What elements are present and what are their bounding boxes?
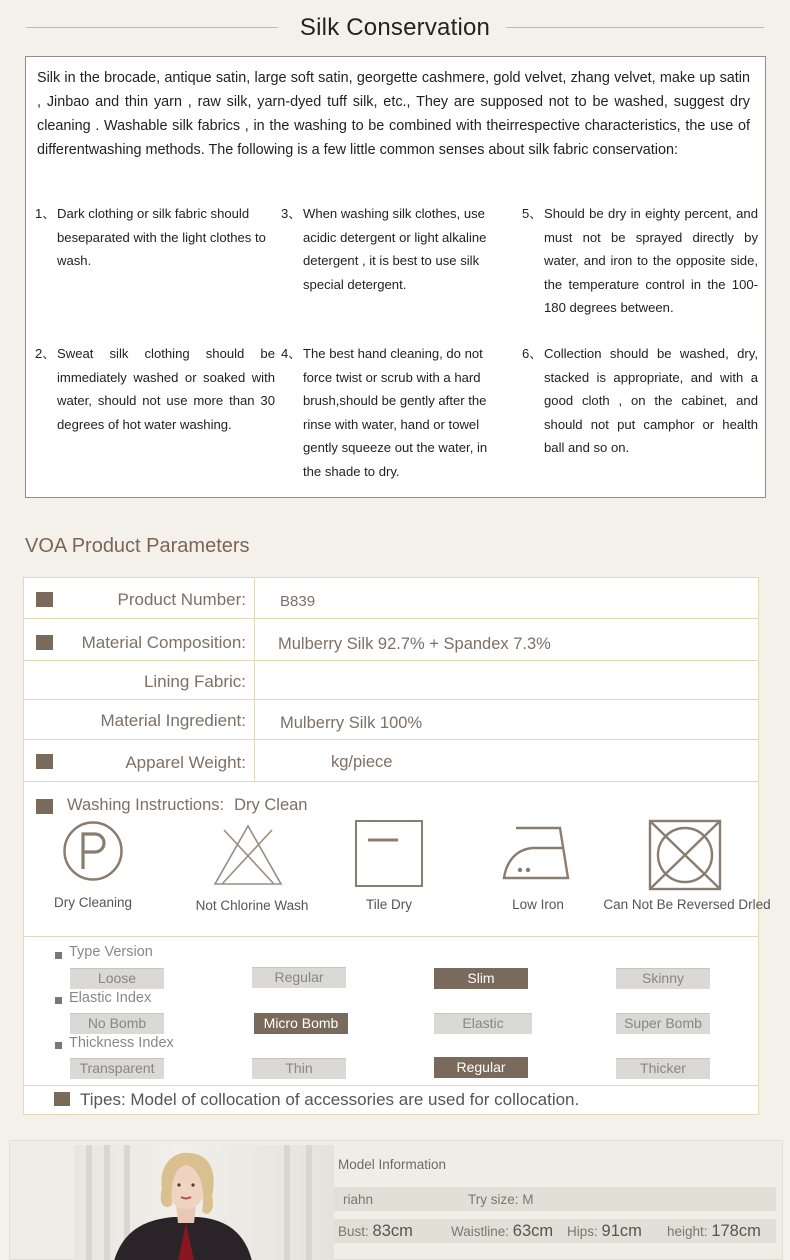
tip-1 <box>35 202 275 273</box>
tip-text: Dark clothing or silk fabric should beseparated with the light clothes to wash. <box>57 206 266 268</box>
waist-label: Waistline: <box>451 1224 510 1239</box>
params-heading: VOA Product Parameters <box>25 535 250 557</box>
tip-3 <box>281 202 503 296</box>
bust-label: Bust: <box>338 1224 369 1239</box>
param-row-lining-fabric <box>24 661 758 700</box>
thickness-option-thicker[interactable]: Thicker <box>616 1058 710 1079</box>
divider <box>24 1085 758 1086</box>
param-row-material-composition <box>24 619 758 661</box>
bullet-square-icon <box>55 1042 62 1049</box>
param-label: Material Composition: <box>81 633 246 652</box>
tip-number: 1、 <box>35 206 56 221</box>
thickness-option-thin[interactable]: Thin <box>252 1058 346 1079</box>
tip-text: Should be dry in eighty percent, and must not be sprayed directly by water, and iron to the opposite side, the temperature control in the 100-180 degrees between. <box>544 206 758 315</box>
no-tumble-dry-icon <box>648 818 722 892</box>
model-waist <box>451 1222 553 1241</box>
tips-text: Tipes: Model of collocation of accessories are used for collocation. <box>80 1090 580 1109</box>
tip-number: 3、 <box>281 206 302 221</box>
elastic-index-label: Elastic Index <box>69 990 152 1006</box>
height-label: height: <box>667 1224 708 1239</box>
tip-text: When washing silk clothes, use acidic detergent or light alkaline detergent , it is best to use silk special detergent. <box>303 206 487 292</box>
bullet-square-icon <box>55 997 62 1004</box>
hips-label: Hips: <box>567 1224 598 1239</box>
washing-instructions-value: Dry Clean <box>234 796 308 814</box>
no-bleach-icon <box>212 822 284 888</box>
bullet-square-icon <box>36 635 53 650</box>
model-bust <box>338 1222 413 1241</box>
param-row-apparel-weight <box>24 740 758 782</box>
param-label: Apparel Weight: <box>125 753 246 772</box>
icon-caption: Can Not Be Reversed Drled <box>603 897 771 912</box>
param-value: B839 <box>280 593 316 610</box>
icon-caption: Low Iron <box>512 897 564 912</box>
tip-text: Sweat silk clothing should be immediately washed or soaked with water, should not use more than 30 degrees of hot water washing. <box>57 346 275 432</box>
bullet-square-icon <box>55 952 62 959</box>
tips-line <box>54 1090 579 1110</box>
row-divider <box>254 700 255 739</box>
model-info-panel <box>9 1140 783 1260</box>
model-try-size: Try size: M <box>468 1192 534 1207</box>
row-divider <box>254 740 255 781</box>
tip-5 <box>522 202 758 320</box>
conservation-intro: Silk in the brocade, antique satin, large soft satin, georgette cashmere, gold velvet, zhang velvet, make up satin , Jinbao and thin yarn , raw silk, yarn-dyed tuff silk, etc., They are supposed not to be washed, suggest dry cleaning . Washable silk fabrics , in the washing to be combined with theirrespective characteristics, the use of differentwashing methods. The following is a few little common senses about silk fabric conservation: <box>37 70 750 158</box>
bullet-square-icon <box>36 799 53 814</box>
model-figure-icon <box>74 1145 334 1260</box>
tip-number: 5、 <box>522 206 543 221</box>
dry-clean-p-icon <box>62 819 124 885</box>
param-label: Lining Fabric: <box>143 672 246 691</box>
washing-instructions-label: Washing Instructions: <box>67 796 225 814</box>
conservation-box <box>25 56 766 498</box>
model-hips <box>567 1222 642 1241</box>
thickness-option-regular[interactable]: Regular <box>434 1057 528 1078</box>
tip-number: 6、 <box>522 346 543 361</box>
model-photo <box>74 1145 334 1260</box>
thickness-index-label: Thickness Index <box>69 1035 174 1051</box>
tip-6 <box>522 342 758 460</box>
row-divider <box>254 619 255 660</box>
washing-section <box>24 782 771 937</box>
param-value: Mulberry Silk 92.7% + Spandex 7.3% <box>278 635 551 653</box>
tip-4 <box>281 342 503 483</box>
bullet-square-icon <box>54 1092 70 1106</box>
type-version-label: Type Version <box>69 944 153 960</box>
params-table <box>23 577 771 1115</box>
param-value: Mulberry Silk 100% <box>280 714 423 732</box>
height-value: 178cm <box>711 1222 761 1240</box>
model-info-title: Model Information <box>338 1157 447 1172</box>
thickness-option-transparent[interactable]: Transparent <box>70 1058 164 1079</box>
hips-value: 91cm <box>601 1222 642 1240</box>
tip-text: The best hand cleaning, do not force twist or scrub with a hard brush,should be gently after the rinse with water, hand or towel gently squeeze out the water, in the shade to dry. <box>303 346 488 479</box>
param-value: kg/piece <box>331 753 393 771</box>
row-divider <box>254 661 255 699</box>
bust-value: 83cm <box>372 1222 413 1240</box>
type-option-skinny[interactable]: Skinny <box>616 968 710 989</box>
tip-number: 2、 <box>35 346 56 361</box>
type-option-loose[interactable]: Loose <box>70 968 164 989</box>
elastic-option-elastic[interactable]: Elastic <box>434 1013 532 1034</box>
tip-text: Collection should be washed, dry, stacked is appropriate, and with a good cloth , on the cabinet, and should not put camphor or health ball and so on. <box>544 346 758 455</box>
type-option-regular[interactable]: Regular <box>252 967 346 988</box>
elastic-option-no-bomb[interactable]: No Bomb <box>70 1013 164 1034</box>
waist-value: 63cm <box>512 1222 554 1240</box>
elastic-option-micro-bomb[interactable]: Micro Bomb <box>254 1013 348 1034</box>
model-name: riahn <box>343 1192 374 1207</box>
tip-number: 4、 <box>281 346 302 361</box>
param-row-product-number <box>24 578 758 619</box>
tip-2 <box>35 342 275 436</box>
bullet-square-icon <box>36 592 53 607</box>
type-option-slim[interactable]: Slim <box>434 968 528 989</box>
page-title: Silk Conservation <box>299 14 491 41</box>
model-height <box>667 1222 761 1241</box>
param-label: Product Number: <box>117 590 246 609</box>
row-divider <box>254 578 255 618</box>
model-info-bar <box>334 1187 776 1211</box>
icon-caption: Tile Dry <box>366 897 412 912</box>
elastic-option-super-bomb[interactable]: Super Bomb <box>616 1013 710 1034</box>
icon-caption: Dry Cleaning <box>53 895 133 910</box>
tile-dry-icon <box>354 818 426 890</box>
low-iron-icon <box>500 820 572 884</box>
param-row-material-ingredient <box>24 700 758 740</box>
washing-label <box>67 796 307 815</box>
icon-caption: Not Chlorine Wash <box>195 898 309 913</box>
param-label: Material Ingredient: <box>100 711 246 730</box>
bullet-square-icon <box>36 754 53 769</box>
